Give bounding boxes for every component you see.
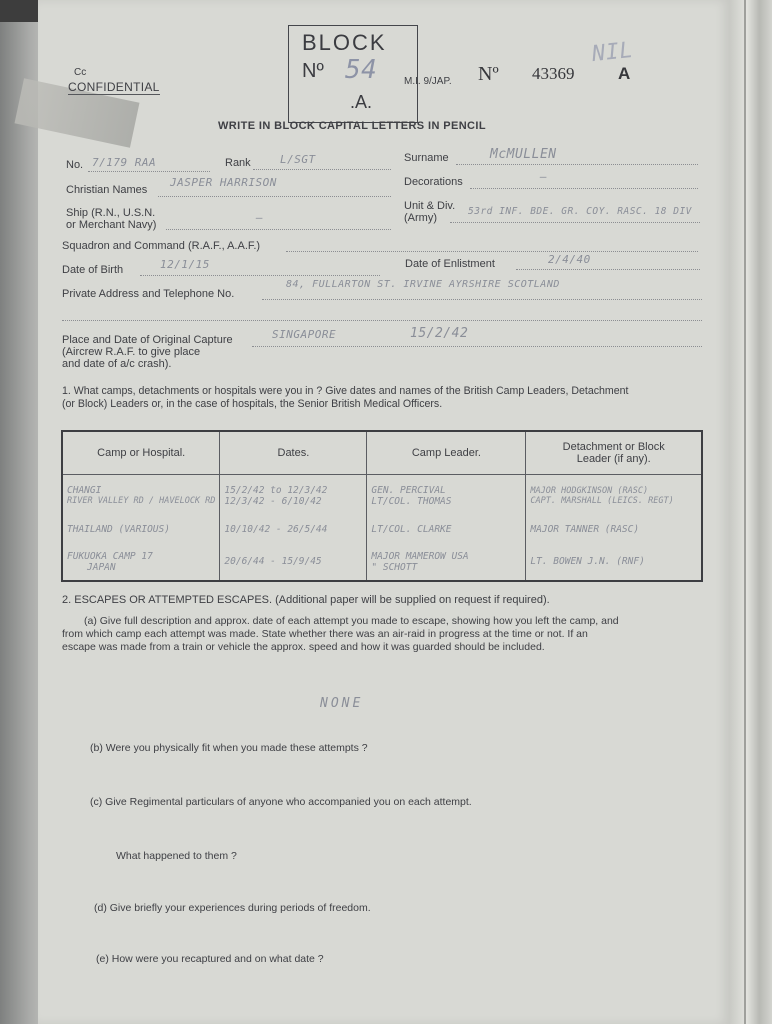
page-stack-edge bbox=[730, 0, 772, 1024]
address-value: 84, FULLARTON ST. IRVINE AYRSHIRE SCOTLAND bbox=[286, 279, 560, 290]
rank-line bbox=[253, 169, 391, 170]
unit-line bbox=[450, 222, 700, 223]
capture-label-3: and date of a/c crash). bbox=[62, 358, 172, 370]
no-label: No. bbox=[66, 159, 84, 171]
detachment-text: CAPT. MARSHALL (LEICS. REGT) bbox=[530, 495, 674, 506]
confidential-stamp-small: Cc bbox=[74, 67, 87, 78]
leader-text: GEN. PERCIVAL bbox=[371, 484, 446, 496]
section2-c-question: (c) Give Regimental particulars of anyone who accompanied you on each attempt. bbox=[90, 796, 472, 808]
dates-cell bbox=[220, 475, 367, 517]
camp-text: RIVER VALLEY RD / HAVELOCK RD bbox=[67, 496, 216, 507]
date-of-birth-line bbox=[140, 275, 380, 276]
detachment-header-line1: Detachment or Block bbox=[562, 441, 665, 453]
confidential-label: CONFIDENTIAL bbox=[68, 80, 160, 94]
ship-label-2: or Merchant Navy) bbox=[66, 219, 157, 231]
rank-label: Rank bbox=[225, 157, 251, 169]
table-row bbox=[62, 475, 702, 517]
decorations-label: Decorations bbox=[404, 176, 463, 188]
document-number-suffix: A bbox=[618, 64, 631, 83]
capture-label-2: (Aircrew R.A.F. to give place bbox=[62, 346, 201, 358]
camp-cell: THAILAND (VARIOUS) bbox=[62, 516, 220, 543]
reference-prefix: M.I. 9/JAP. bbox=[404, 76, 452, 87]
section2-e-question: (e) How were you recaptured and on what date ? bbox=[96, 953, 324, 965]
decorations-line bbox=[470, 188, 698, 189]
capture-label-1: Place and Date of Original Capture bbox=[62, 334, 233, 346]
section2-a-line1: (a) Give full description and approx. date of each attempt you made to escape, showing how you left the camp, and bbox=[84, 615, 619, 627]
dates-text: 12/3/42 - 6/10/42 bbox=[224, 495, 322, 507]
detachment-header-line2: Leader (if any). bbox=[576, 453, 651, 465]
section2-title: 2. ESCAPES OR ATTEMPTED ESCAPES. (Additional paper will be supplied on request if required). bbox=[62, 594, 550, 606]
capture-place-value: SINGAPORE bbox=[272, 328, 337, 341]
section1-question-line2: (or Block) Leaders or, in the case of hospitals, the Senior British Medical Officers. bbox=[62, 398, 443, 410]
leader-cell bbox=[367, 543, 526, 581]
handwritten-nil: NIL bbox=[590, 37, 635, 68]
leader-cell: LT/COL. CLARKE bbox=[367, 516, 526, 543]
dates-cell: 20/6/44 - 15/9/45 bbox=[220, 543, 367, 581]
unit-label-2: (Army) bbox=[404, 212, 437, 224]
no-line bbox=[88, 171, 210, 172]
camps-table bbox=[61, 430, 703, 582]
section2-a-answer: NONE bbox=[320, 696, 364, 711]
no-value: 7/179 RAA bbox=[92, 156, 157, 169]
christian-names-value: JASPER HARRISON bbox=[170, 176, 277, 189]
camp-cell bbox=[62, 543, 220, 581]
surname-line bbox=[456, 164, 698, 165]
unit-label-1: Unit & Div. bbox=[404, 200, 456, 212]
document-number-label: Nº bbox=[478, 63, 499, 85]
block-number-handwritten: 54 bbox=[345, 55, 378, 85]
leader-text: " SCHOTT bbox=[371, 561, 418, 573]
camp-column-header: Camp or Hospital. bbox=[62, 431, 220, 475]
decorations-value: — bbox=[540, 170, 548, 183]
address-label: Private Address and Telephone No. bbox=[62, 288, 235, 300]
ship-label-1: Ship (R.N., U.S.N. bbox=[66, 207, 156, 219]
section2-d-question: (d) Give briefly your experiences during periods of freedom. bbox=[94, 902, 371, 914]
section1-question-line1: 1. What camps, detachments or hospitals were you in ? Give dates and names of the British Camp Leaders, Detachment bbox=[62, 385, 629, 397]
christian-names-line bbox=[158, 196, 391, 197]
squadron-label: Squadron and Command (R.A.F., A.A.F.) bbox=[62, 240, 261, 252]
date-of-birth-label: Date of Birth bbox=[62, 264, 124, 276]
block-title: BLOCK bbox=[302, 30, 387, 55]
section2-a-line3: escape was made from a train or vehicle the approx. speed and how it was guarded should be included. bbox=[62, 641, 545, 653]
dates-cell: 10/10/42 - 26/5/44 bbox=[220, 516, 367, 543]
surname-label: Surname bbox=[404, 152, 449, 164]
surname-value: McMULLEN bbox=[490, 147, 557, 162]
camp-cell bbox=[62, 475, 220, 517]
detachment-cell: LT. BOWEN J.N. (RNF) bbox=[526, 543, 702, 581]
date-of-birth-value: 12/1/15 bbox=[160, 258, 210, 271]
dates-column-header: Dates. bbox=[220, 431, 367, 475]
rank-value: L/SGT bbox=[280, 153, 316, 166]
document-number: 43369 bbox=[532, 64, 575, 83]
squadron-line bbox=[286, 251, 698, 252]
address-line bbox=[262, 299, 702, 300]
ship-value: — bbox=[256, 211, 264, 224]
enlistment-line bbox=[516, 269, 700, 270]
address-line-2 bbox=[62, 320, 702, 321]
capture-date-value: 15/2/42 bbox=[410, 326, 469, 341]
leader-column-header: Camp Leader. bbox=[367, 431, 526, 475]
detachment-cell: MAJOR TANNER (RASC) bbox=[526, 516, 702, 543]
camp-text: JAPAN bbox=[87, 561, 116, 573]
block-letter: .A. bbox=[350, 92, 373, 112]
section2-b-question: (b) Were you physically fit when you made these attempts ? bbox=[90, 742, 368, 754]
detachment-cell bbox=[526, 475, 702, 517]
capture-line bbox=[252, 346, 702, 347]
christian-names-label: Christian Names bbox=[66, 184, 148, 196]
camp-text: CHANGI bbox=[67, 485, 102, 497]
section2-a-line2: from which camp each attempt was made. State whether there was an air-raid in progress at the time or not. If an bbox=[62, 628, 588, 640]
enlistment-label: Date of Enlistment bbox=[405, 258, 495, 270]
camp-text: FUKUOKA CAMP 17 bbox=[67, 550, 153, 562]
leader-text: MAJOR MAMEROW USA bbox=[371, 550, 469, 562]
form-instruction: WRITE IN BLOCK CAPITAL LETTERS IN PENCIL bbox=[218, 120, 486, 132]
block-number-label: Nº bbox=[302, 60, 324, 82]
dates-text: 15/2/42 to 12/3/42 bbox=[224, 484, 328, 496]
section2-c-followup: What happened to them ? bbox=[116, 850, 237, 862]
unit-value: 53rd INF. BDE. GR. COY. RASC. 18 DIV bbox=[468, 206, 692, 217]
leader-cell bbox=[367, 475, 526, 517]
ship-line bbox=[166, 229, 391, 230]
table-row bbox=[62, 516, 702, 543]
enlistment-value: 2/4/40 bbox=[548, 253, 591, 266]
leader-text: LT/COL. THOMAS bbox=[371, 495, 452, 507]
detachment-column-header bbox=[526, 431, 702, 475]
table-row bbox=[62, 543, 702, 581]
detachment-text: MAJOR HODGKINSON (RASC) bbox=[530, 485, 649, 496]
